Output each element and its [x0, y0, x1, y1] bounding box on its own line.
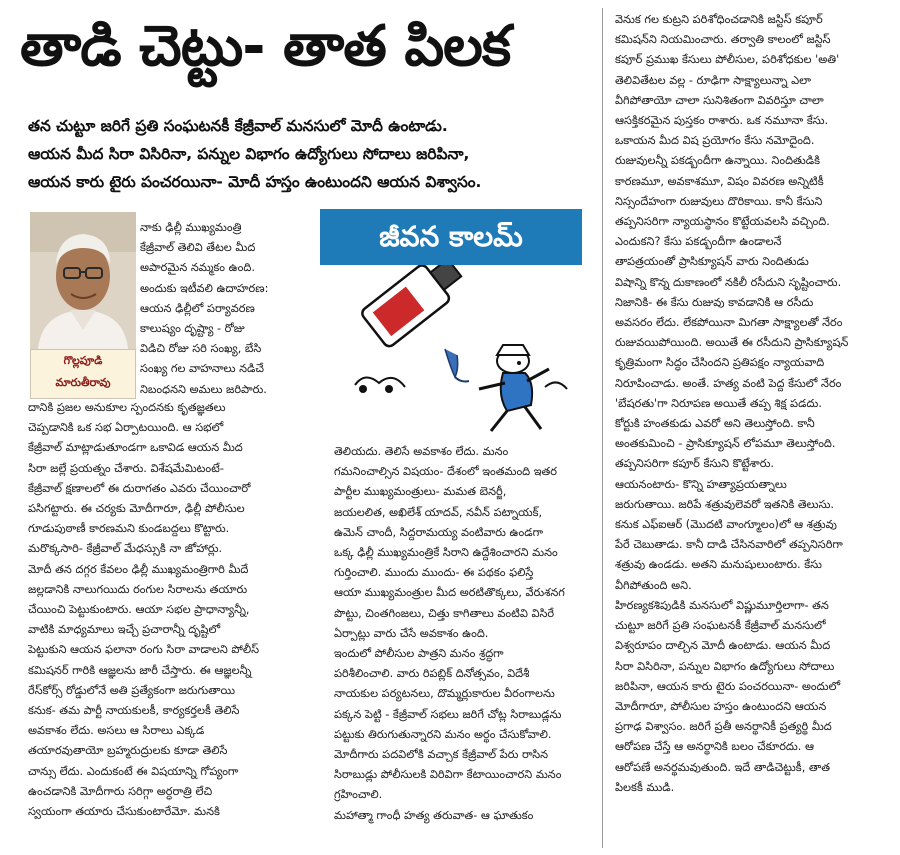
text-line: చేయించి పెట్టుకుంటారు. ఆయా సభల ప్రాధాన్యాన్నీ,: [28, 603, 250, 617]
subheadline-line: ఆయన కారు టైరు పంచరయినా- మోదీ హస్తం ఉంటుందని ఆయన విశ్వాసం.: [28, 173, 482, 191]
text-line: చాన్సు లేదు. ఎందుకంటే ఈ విషయాన్ని గోప్యంగా: [28, 764, 239, 778]
text-line: ఆయన ఢిల్లీలో పర్యావరణ: [140, 301, 255, 315]
subheadline-line: తన చుట్టూ జరిగే ప్రతి సంఘటనకీ కేజ్రీవాల్ మనసులో మోదీ ఉంటాడు.: [28, 117, 448, 135]
text-line: కమిషన్‌ని నియమించారు. తర్వాతి కాలంలో జస్టిస్: [615, 33, 831, 47]
text-line: వాటికి మాధ్యమాలు ఇచ్చే ప్రచారాన్నీ దృష్టిలో: [28, 623, 221, 637]
text-line: కమిషనర్ గారికి ఆజ్ఞలను జారీ చేస్తారు. ఈ ఆజ్ఞలన్నీ: [28, 663, 252, 677]
text-line: కృత్రిమంగా సిద్ధం చేసిందని ప్రతిపక్షం న్యాయవాది: [615, 356, 825, 370]
text-line: తయారవుతాయో బ్రహ్మరుద్రులకు కూడా తెలిసే: [28, 744, 228, 758]
text-line: గుర్తించాలి. ముందు ముందు- ఈ పథకం ఫలిస్తే: [334, 566, 534, 580]
text-line: అంతకుమించి - ప్రాసిక్యూషన్ లోపమూ తెలుస్తోంది.: [615, 437, 836, 451]
text-line: కేజ్రీవాల్ మాట్లాడుతూండగా ఒకావిడ ఆయన మీద: [28, 441, 243, 455]
column-divider: [602, 8, 603, 848]
article-column-3: [615, 10, 897, 798]
text-line: కేజ్రీవాల్ క్షణాలలో ఈ దురాగతం ఎవరు చేయించారో: [28, 481, 251, 495]
text-line: ఆయనంటారు- కొన్ని హత్యాప్రయత్నాలు: [615, 477, 787, 491]
text-line: కపూర్ ప్రముఖ కేసులు పోలీసుల, పరిశోధకుల 'అతి': [615, 53, 840, 67]
text-line: విడిచి రోజు సరి సంఖ్య, బేసి: [140, 342, 262, 356]
text-line: పట్టుకు తిరుగుతున్నారని మనం అర్థం చేసుకోవాలి.: [334, 727, 552, 741]
text-line: స్వయంగా తయారు చేసుకుంటారేమో. మనకి: [28, 805, 220, 819]
text-line: ఆరోపణే అనర్థమవుతుంది. ఇదే తాడిచెట్టుకీ, తాత: [615, 760, 831, 774]
text-line: కనుక- తమ పార్టీ నాయకులకీ, కార్యకర్తలకీ తెలిసే: [28, 704, 240, 718]
text-line: అపారమైన నమ్మకం ఉంది.: [140, 261, 255, 275]
article-column-1: [28, 398, 324, 822]
cartoon-illustration: [335, 265, 575, 440]
text-line: వీగిపోతుంది అని.: [615, 578, 692, 592]
text-line: ప్రగాఢ విశ్వాసం. జరిగే ప్రతీ అనర్థానికీ ప్రత్యర్థి మీద: [615, 720, 832, 734]
text-line: తప్పనిసరిగా కపూర్ కేసుని కొట్టేశారు.: [615, 457, 774, 471]
text-line: గూడుపుఠాణీ కారణమని కుండబద్దలు కొట్టారు.: [28, 522, 230, 536]
text-line: తెలియదు. తెలిసే అవకాశం లేదు. మనం: [334, 445, 509, 458]
text-line: జరిపినా, ఆయన కారు టైరు పంచరయినా- అందులో: [615, 679, 841, 693]
text-line: దానికి ప్రజల అనుకూల స్పందనకు కృతజ్ఞతలు: [28, 401, 226, 414]
text-line: గమనించాల్సిన విషయం- దేశంలో ఇంతమంది ఇతర: [334, 465, 558, 479]
text-line: సిరాబుడ్లు పోలీసులకి విరివిగా కేటాయించారని మనం: [334, 768, 562, 782]
text-line: తప్పనిసరిగా న్యాయస్థానం కొట్టేయవలసి వచ్చింది.: [615, 215, 830, 229]
text-line: ఏర్పాట్లు వారు చేసే అవకాశం ఉంది.: [334, 626, 489, 640]
text-line: చుట్టూ జరిగే ప్రతి సంఘటనకీ కేజ్రీవాల్ మనసులో: [615, 619, 826, 633]
text-line: జరుగుతాయి. జరిపే శత్రువులెవరో ఇతనికి తెలుసు.: [615, 497, 835, 511]
text-line: ఆసక్తికరమైన పుస్తకం రాశారు. ఒక నమూనా కేసు.: [615, 114, 829, 128]
text-line: విషాన్ని కొన్న దుకాణంలో నకిలీ రసీదుని సృష్టించారు.: [615, 275, 842, 289]
text-line: చెప్పడానికి ఒక సభ ఏర్పాటయింది. ఆ సభలో: [28, 421, 224, 435]
text-line: ఉమెన్ చాందీ, సిద్దరామయ్య వంటివారు ఉండగా: [334, 525, 543, 539]
text-line: నిరూపించాడు. అంతే. హత్య వంటి పెద్ద కేసులో నేరం: [615, 376, 842, 390]
author-photo: [30, 212, 136, 349]
text-line: తెలివితేటల వల్ల - రూఢిగా సాక్ష్యాలున్నా ఎలా: [615, 73, 811, 87]
text-line: పొట్టు, చింతగింజలు, చిత్తు కాగితాలు వంటివి విసిరే: [334, 606, 555, 620]
text-line: సంఖ్య గల వాహనాలు నడిచే: [140, 362, 264, 376]
text-line: పక్కన పెట్టి - కేజ్రీవాల్ సభలు జరిగే చోట్ల సిరాబుడ్లను: [334, 707, 562, 721]
text-line: కాలుష్యం దృష్ట్యా - రోజు: [140, 322, 245, 336]
subheadline: [28, 112, 598, 196]
headline: తాడి చెట్టు- తాత పిలక: [20, 14, 511, 79]
text-line: సిరా విసిరినా, పన్నుల విభాగం ఉద్యోగులు సోదాలు: [615, 659, 835, 673]
author-portrait-image: [30, 212, 136, 349]
text-line: ఒక్క ఢిల్లీ ముఖ్యమంత్రికే సిరాని ఉద్దేశించారని మనం: [334, 546, 558, 560]
ink-bottle-cartoon-image: [335, 265, 575, 440]
text-line: మోదీ తన దగ్గర కేవలం ఢిల్లీ ముఖ్యమంత్రిగారి మీదే: [28, 562, 249, 576]
text-line: వీగిపోతాయో చాలా సునిశితంగా వివరిస్తూ చాలా: [615, 93, 824, 107]
text-line: రేస్‌కోర్స్ రోడ్డులోనే అతి ప్రత్యేకంగా జరుగుతాయి: [28, 683, 236, 697]
text-line: కారణమూ, అవకాశమూ, విషం వివరణ అన్నిటికీ: [615, 174, 824, 188]
text-line: నాకు ఢిల్లీ ముఖ్యమంత్రి: [140, 221, 242, 234]
text-line: ఎందుకని? కేసు పకడ్బందీగా ఉండాలనే: [615, 235, 782, 249]
text-line: మహాత్మా గాంధీ హత్య తరువాత- ఆ ఘాతుకం: [334, 808, 534, 822]
author-name-box: [30, 349, 136, 399]
text-line: సిరా జల్లే ప్రయత్నం చేశారు. విశేషమేమిటంటే-: [28, 461, 224, 475]
text-line: రుజువయిపోయింది. అయితే ఈ రసీదుని ప్రాసిక్యూషన్: [615, 336, 849, 350]
text-line: నిబంధనని అమలు జరిపారు.: [140, 382, 267, 396]
text-line: జయలలిత, అఖిలేశ్ యాదవ్, నవీన్ పట్నాయక్,: [334, 505, 543, 519]
article-intro: [140, 218, 326, 400]
text-line: మోదీగారు పదవిలోకి వచ్చాక కేజ్రీవాల్ పేరు రాసిన: [334, 748, 549, 762]
text-line: 'బేషరతు'గా నిరూపణ అయితే తప్ప శిక్ష పడదు.: [615, 396, 822, 410]
text-line: గ్రహించాలి.: [334, 788, 383, 802]
author-name: గొల్లపూడి: [63, 354, 103, 367]
text-line: ఆయా ముఖ్యమంత్రుల మీద అరటితొక్కలు, వేరుశనగ: [334, 586, 565, 600]
text-line: కోర్టుకి హంతకుడు ఎవరో అని తెలుస్తోంది. కానీ: [615, 417, 815, 431]
text-line: హిరణ్యకశిపుడికి మనసులో విష్ణుమూర్తిలాగా- తన: [615, 598, 829, 612]
text-line: నాయకుల పర్యటనలు, దొమ్మర్లుకారుల వీరంగాలను: [334, 687, 555, 701]
text-line: నిజానికి- ఈ కేసు రుజువు కావడానికి ఆ రసీదు: [615, 295, 814, 309]
text-line: కనుక ఎఫ్‌ఐఆర్ (మొదటి వాంగ్మూలం)లో ఆ శత్రువు: [615, 518, 837, 532]
text-line: పేరే చెబుతాడు. కానీ దాడి చేసినవారిలో తప్పనిసరిగా: [615, 538, 843, 552]
text-line: పెట్టుకుని ఆయన ఫలానా రంగు సిరా వాడాలని పోలీస్: [28, 643, 260, 657]
text-line: పరిశీలించాలి. వారు రిపబ్లిక్ దినోత్సవం, విదేశీ: [334, 667, 530, 681]
text-line: అవసరం లేదు. లేకపోయినా మిగతా సాక్ష్యాలతో నేరం: [615, 316, 843, 330]
text-line: శత్రువు ఉండడు. అతని మనుషులుంటారు. కేసు: [615, 558, 822, 572]
article-column-2: [334, 442, 586, 826]
text-line: అవకాశం లేదు. అసలు ఆ సిరాలు ఎక్కడ: [28, 724, 205, 738]
column-title-badge: జీవన కాలమ్: [320, 209, 582, 265]
text-line: రుజువులన్నీ పకడ్బందీగా ఉన్నాయి. నిందితుడికి: [615, 154, 821, 168]
text-line: పసిగట్టారు. ఈ చర్యకు మోదీగారూ, ఢిల్లీ పోలీసుల: [28, 502, 245, 516]
text-line: ఉంచడానికి మోదీగారు సరిగ్గా అర్ధరాత్రి లేచి: [28, 784, 213, 798]
text-line: జల్లడానికి నాలుగయిదు రంగుల సిరాలను తయారు: [28, 582, 248, 596]
text-line: పార్టీల ముఖ్యమంత్రులు- మమత బెనర్జీ,: [334, 485, 507, 499]
text-line: తాపత్రయంతో ప్రాసిక్యూషన్ వారు నిందితుడు: [615, 255, 809, 269]
text-line: ఆరోపణ చేస్తే ఆ అనర్థానికి బలం చేకూరదు. ఆ: [615, 740, 814, 754]
text-line: మరొక్కసారి- కేజ్రీవాల్ మేధస్సుకి నా జోహార్లు.: [28, 542, 223, 556]
text-line: ఒకాయన మీద విష ప్రయోగం కేసు నమోదైంది.: [615, 134, 815, 148]
author-surname: మారుతీరావు: [55, 376, 111, 389]
text-line: కేజ్రీవాల్ తెలివి తేటల మీద: [140, 241, 256, 255]
text-line: పిలకకీ ముడి.: [615, 780, 675, 794]
text-line: నిస్సందేహంగా రుజువులు దొరికాయి. కానీ కేసుని: [615, 194, 823, 208]
text-line: విశ్వరూపం దాల్చిన మోదీ ఉంటాడు. ఆయన మీద: [615, 639, 831, 653]
text-line: వెనుక గల కుట్రని పరిశోధించడానికి జస్టిస్ కపూర్: [615, 13, 823, 26]
text-line: మోదీగారూ, పోలీసుల హస్తం ఉంటుందని ఆయన: [615, 699, 827, 713]
subheadline-line: ఆయన మీద సిరా విసిరినా, పన్నుల విభాగం ఉద్యోగులు సోదాలు జరిపినా,: [28, 145, 470, 163]
text-line: అందుకు ఇటీవలి ఉదాహరణ:: [140, 281, 269, 295]
text-line: ఇందులో పోలీసుల పాత్రని మనం శ్రద్ధగా: [334, 647, 504, 661]
